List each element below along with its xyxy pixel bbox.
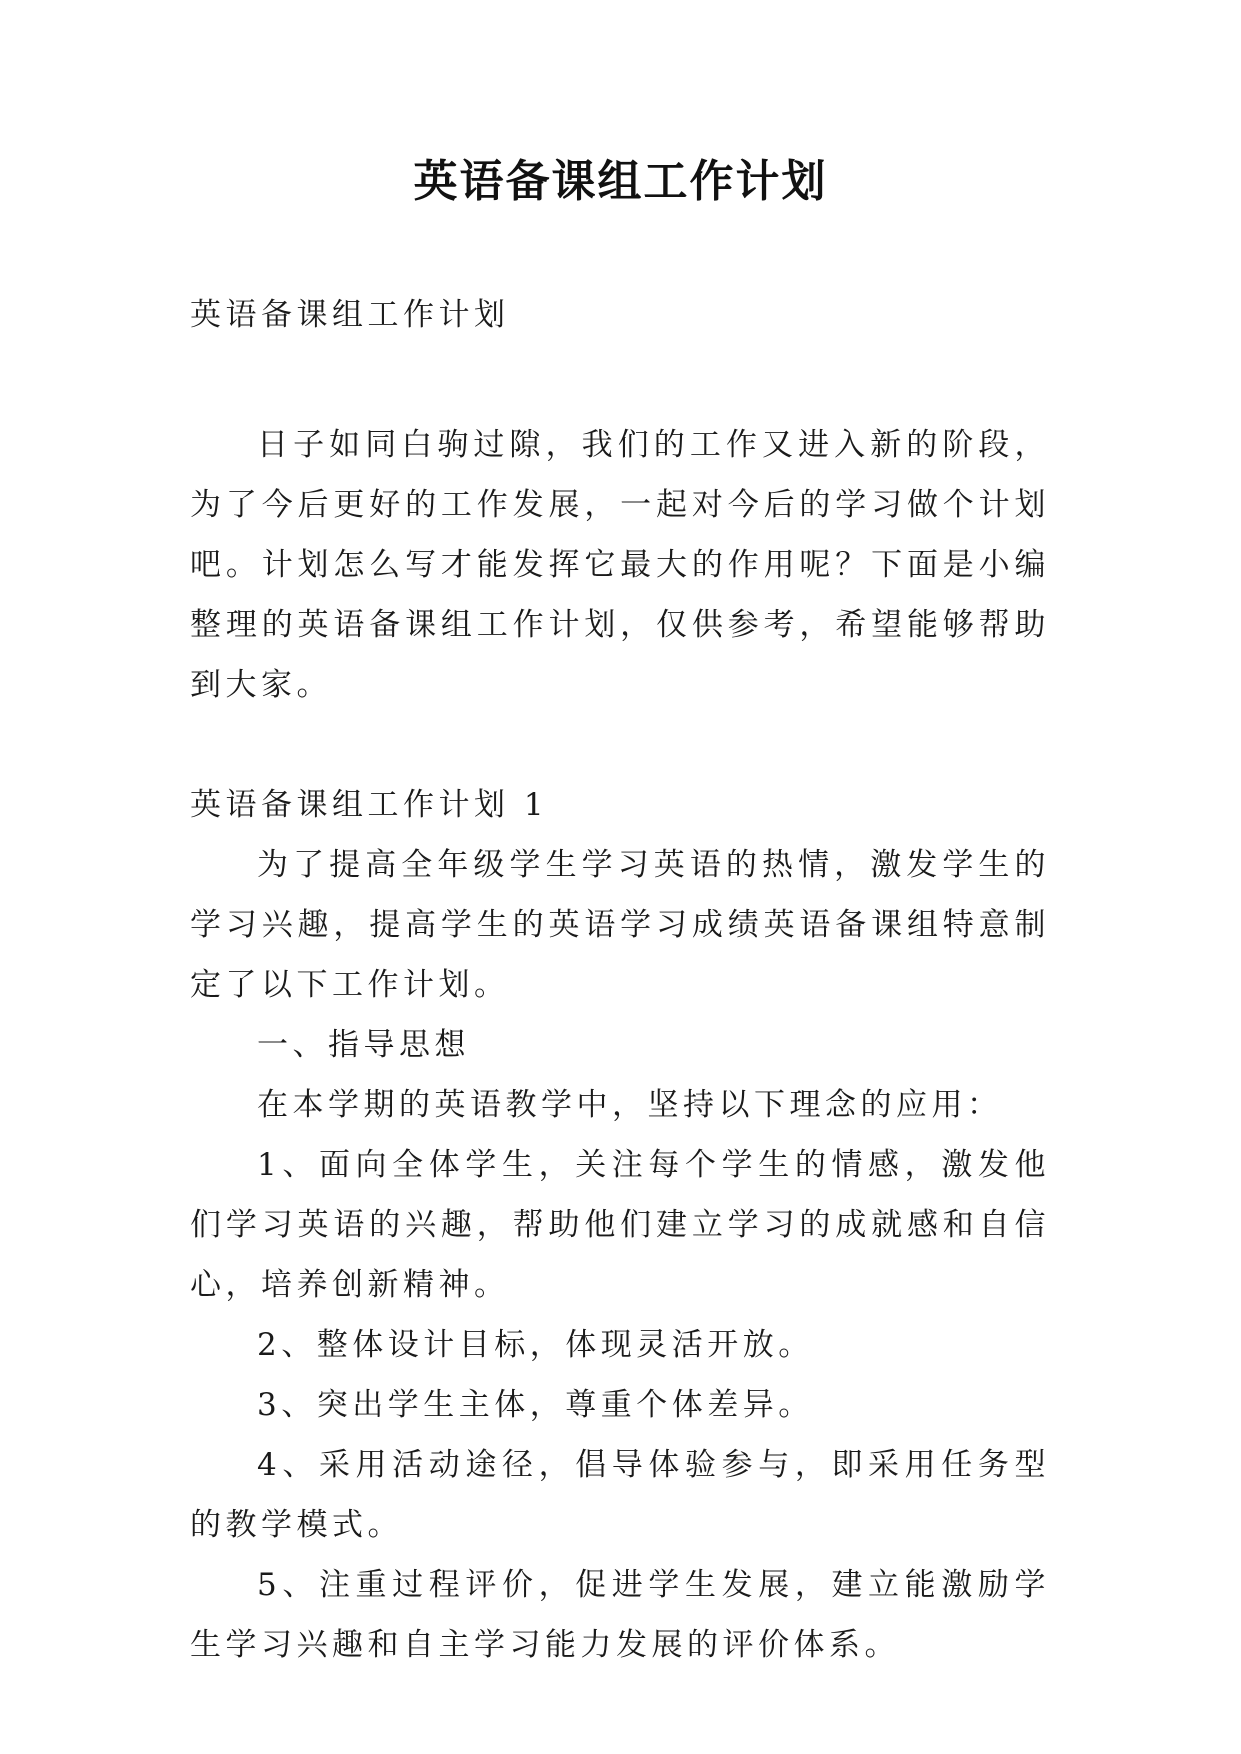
list-item: 5、注重过程评价，促进学生发展，建立能激励学生学习兴趣和自主学习能力发展的评价体系。 bbox=[190, 1567, 1050, 1663]
document-subtitle: 英语备课组工作计划 bbox=[190, 297, 510, 333]
document-body bbox=[190, 285, 1050, 1675]
document-title: 英语备课组工作计划 bbox=[413, 156, 828, 207]
principles-paragraph: 在本学期的英语教学中，坚持以下理念的应用： bbox=[257, 1087, 1003, 1123]
list-item: 4、采用活动途径，倡导体验参与，即采用任务型的教学模式。 bbox=[190, 1447, 1050, 1543]
guiding-heading: 一、指导思想 bbox=[257, 1027, 470, 1063]
list-item: 3、突出学生主体，尊重个体差异。 bbox=[257, 1387, 814, 1423]
intro-paragraph: 日子如同白驹过隙，我们的工作又进入新的阶段，为了今后更好的工作发展，一起对今后的学习做个计划吧。计划怎么写才能发挥它最大的作用呢？下面是小编整理的英语备课组工作计划，仅供参考，希望能够帮助到大家。 bbox=[190, 427, 1050, 703]
list-item: 1、面向全体学生，关注每个学生的情感，激发他们学习英语的兴趣，帮助他们建立学习的成就感和自信心，培养创新精神。 bbox=[190, 1147, 1050, 1303]
list-item: 2、整体设计目标，体现灵活开放。 bbox=[257, 1327, 814, 1363]
section-heading: 英语备课组工作计划 1 bbox=[190, 787, 549, 823]
purpose-paragraph: 为了提高全年级学生学习英语的热情，激发学生的学习兴趣，提高学生的英语学习成绩英语备课组特意制定了以下工作计划。 bbox=[190, 847, 1050, 1003]
